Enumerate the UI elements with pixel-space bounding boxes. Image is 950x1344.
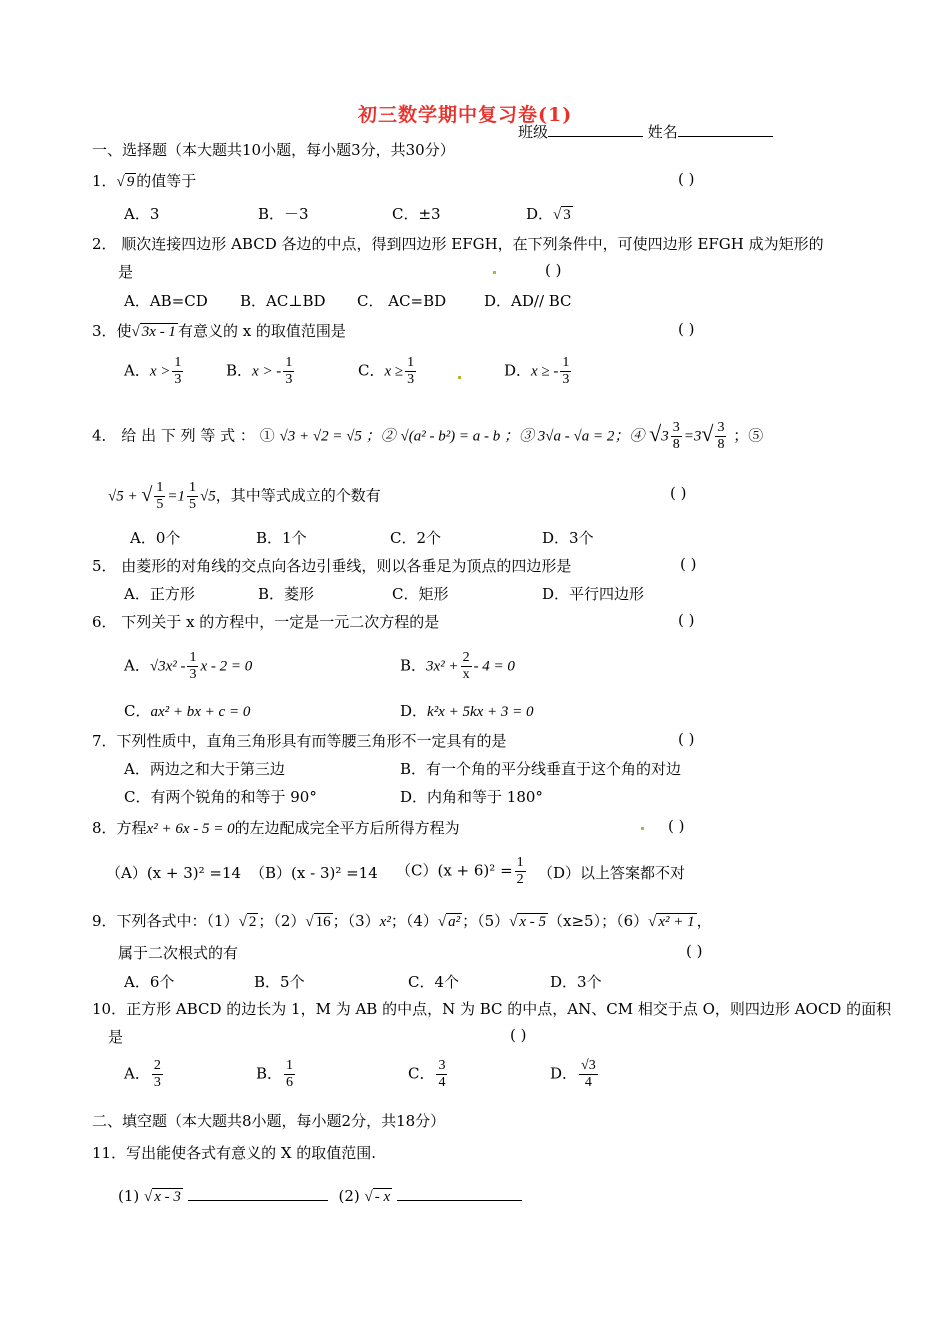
q2-opt-d: D．AD// BC bbox=[484, 292, 572, 310]
page-title: 初三数学期中复习卷(1) bbox=[358, 104, 573, 126]
q1-bracket: ( ) bbox=[678, 170, 695, 188]
q5-opt-c: C．矩形 bbox=[392, 585, 449, 603]
q10-line2: 是 bbox=[108, 1028, 124, 1046]
q6-bracket: ( ) bbox=[678, 611, 695, 629]
q9-opt-b: B．5个 bbox=[254, 973, 305, 991]
q6-opt-d: D．k²x + 5kx + 3 = 0 bbox=[400, 702, 534, 720]
q2-bracket: ( ) bbox=[545, 261, 562, 279]
q5-opt-b: B．菱形 bbox=[258, 585, 315, 603]
name-blank bbox=[678, 122, 773, 137]
q8-opt-d: （D）以上答案都不对 bbox=[538, 864, 686, 882]
q8-bracket: ( ) bbox=[668, 817, 685, 835]
q2-opt-b: B．AC⊥BD bbox=[240, 292, 326, 310]
q9-opt-c: C．4个 bbox=[408, 973, 460, 991]
q10-opt-d: D． $\frac{√3}{4}$ bbox=[550, 1058, 596, 1090]
q1-opt-b: B．－3 bbox=[258, 205, 309, 223]
question-2: 2． 顺次连接四边形 ABCD 各边的中点，得到四边形 EFGH，在下列条件中，可使四边形 EFGH 成为矩形的 bbox=[92, 235, 824, 253]
class-label: 班级 bbox=[518, 123, 549, 141]
class-blank bbox=[548, 122, 643, 137]
question-5: 5． 由菱形的对角线的交点向各边引垂线，则以各垂足为顶点的四边形是 bbox=[92, 557, 572, 575]
q2-opt-a: A．AB=CD bbox=[124, 292, 208, 310]
question-8: 8．方程x² + 6x - 5 = 0的左边配成完全平方后所得方程为 bbox=[92, 819, 460, 837]
q9-bracket: ( ) bbox=[686, 942, 703, 960]
q4-opt-c: C．2个 bbox=[390, 529, 442, 547]
q7-bracket: ( ) bbox=[678, 730, 695, 748]
q7-opt-d: D．内角和等于 180° bbox=[400, 788, 543, 806]
q9-opt-d: D．3个 bbox=[550, 973, 602, 991]
q7-opt-c: C．有两个锐角的和等于 90° bbox=[124, 788, 317, 806]
q1-opt-d: D．√ 3 bbox=[526, 205, 571, 223]
q6-opt-a: A．√3x² - $\frac{1}{3}$ x - 2 = 0 bbox=[124, 650, 253, 682]
q4-bracket: ( ) bbox=[670, 484, 687, 502]
question-3: 3．使√ 3x - 1 有意义的 x 的取值范围是 bbox=[92, 322, 346, 340]
q11-part1: (1) √ x - 3 (2) √ - x bbox=[118, 1186, 522, 1206]
student-info bbox=[518, 121, 773, 142]
question-11: 11．写出能使各式有意义的 X 的取值范围. bbox=[92, 1144, 377, 1162]
question-10: 10．正方形 ABCD 的边长为 1，M 为 AB 的中点，N 为 BC 的中点，AN、CM 相交于点 O，则四边形 AOCD 的面积 bbox=[92, 1000, 892, 1018]
q6-opt-b: B．3x² + $\frac{2}{x}$ - 4 = 0 bbox=[400, 650, 515, 682]
q1-opt-c: C．±3 bbox=[392, 205, 441, 223]
q8-opt-c: （C）(x + 6)² = $\frac{1}{2}$ bbox=[396, 855, 524, 887]
q1-num: 1． bbox=[92, 172, 117, 190]
q3-bracket: ( ) bbox=[678, 320, 695, 338]
q4-opt-a: A．0个 bbox=[130, 529, 181, 547]
q3-opt-b: B．x > - $\frac{1}{3}$ bbox=[226, 355, 293, 387]
q11-blank-1[interactable] bbox=[188, 1186, 328, 1201]
question-7: 7．下列性质中，直角三角形具有而等腰三角形不一定具有的是 bbox=[92, 732, 507, 750]
q2-opt-c: C． AC=BD bbox=[357, 292, 447, 310]
q6-opt-c: C．ax² + bx + c = 0 bbox=[124, 702, 251, 720]
section2-heading: 二、填空题（本大题共8小题，每小题2分，共18分） bbox=[92, 1112, 446, 1130]
stray-dot bbox=[641, 827, 644, 830]
q3-opt-a: A．x > $\frac{1}{3}$ bbox=[124, 355, 182, 387]
q1-sqrt: √ 9 bbox=[116, 174, 135, 190]
q4-opt-b: B．1个 bbox=[256, 529, 307, 547]
q8-opt-b: （B）(x - 3)² =14 bbox=[250, 864, 378, 882]
q8-opt-a: （A）(x + 3)² =14 bbox=[106, 864, 242, 882]
question-4: 4． 给 出 下 列 等 式 ： ① √3 + √2 = √5 ；② √(a² - b²) = a - b ；③ 3√a - √a = 2；④ √3 $\frac{3}{8}$ =3√ $\frac{3}{8}$ ；⑤ bbox=[92, 420, 764, 452]
name-label: 姓名 bbox=[647, 123, 678, 141]
question-6: 6． 下列关于 x 的方程中，一定是一元二次方程的是 bbox=[92, 613, 440, 631]
stray-dot bbox=[458, 376, 461, 379]
q9-opt-a: A．6个 bbox=[124, 973, 175, 991]
q7-opt-a: A．两边之和大于第三边 bbox=[124, 760, 285, 778]
question-9: 9．下列各式中：（1）√ 2 ；（2）√ 16 ；（3）x²；（4）√ a² ；（5）√ x - 5 （x≥5）；（6）√ x² + 1 ， bbox=[92, 912, 712, 930]
q5-opt-a: A．正方形 bbox=[124, 585, 195, 603]
q10-bracket: ( ) bbox=[510, 1026, 527, 1044]
q1-text: 的值等于 bbox=[136, 172, 197, 190]
q3-opt-d: D．x ≥ - $\frac{1}{3}$ bbox=[504, 355, 570, 387]
question-1 bbox=[92, 170, 196, 191]
q4-opt-d: D．3个 bbox=[542, 529, 594, 547]
q4-line2: √5 + √ $\frac{1}{5}$ =1 $\frac{1}{5}$ √5，其中等式成立的个数有 bbox=[108, 480, 381, 512]
q3-opt-c: C．x ≥ $\frac{1}{3}$ bbox=[358, 355, 415, 387]
q1-opt-a: A．3 bbox=[124, 205, 160, 223]
section1-heading: 一、选择题（本大题共10小题，每小题3分，共30分） bbox=[92, 141, 455, 159]
q7-opt-b: B．有一个角的平分线垂直于这个角的对边 bbox=[400, 760, 682, 778]
q5-bracket: ( ) bbox=[680, 555, 697, 573]
q2-line2: 是 bbox=[118, 263, 134, 281]
q10-opt-a: A． $\frac{2}{3}$ bbox=[124, 1058, 161, 1090]
stray-dot bbox=[493, 271, 496, 274]
q5-opt-d: D．平行四边形 bbox=[542, 585, 645, 603]
q9-line2: 属于二次根式的有 bbox=[118, 944, 239, 962]
q10-opt-c: C． $\frac{3}{4}$ bbox=[408, 1058, 446, 1090]
q11-blank-2[interactable] bbox=[397, 1186, 522, 1201]
q10-opt-b: B． $\frac{1}{6}$ bbox=[256, 1058, 294, 1090]
